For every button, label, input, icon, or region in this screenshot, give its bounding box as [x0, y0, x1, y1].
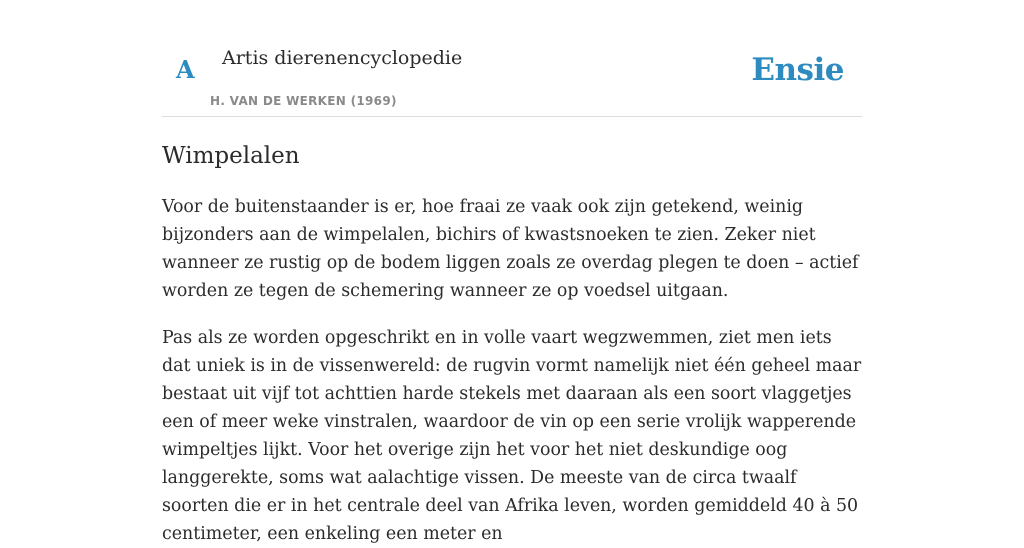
page-container	[162, 0, 862, 548]
book-header	[162, 0, 862, 117]
book-title-link[interactable]: Artis dierenencyclopedie	[222, 47, 463, 69]
ensie-logo[interactable]: Ensie	[751, 52, 844, 88]
book-author: H. VAN DE WERKEN (1969)	[210, 94, 397, 108]
article-paragraph: Voor de buitenstaander is er, hoe fraai ze vaak ook zijn getekend, weinig bijzonders aan de wimpelalen, bichirs of kwastsnoeken te zien. Zeker niet wanneer ze rustig op de bodem liggen zoals ze overdag plegen te doen – actief worden ze tegen de schemering wanneer ze op voedsel uitgaan.	[162, 197, 859, 301]
article-title: Wimpelalen	[162, 143, 300, 169]
article-body	[162, 193, 862, 548]
article-paragraph: Pas als ze worden opgeschrikt en in volle vaart wegzwemmen, ziet men iets dat uniek is in de vissenwereld: de rugvin vormt namelijk niet één geheel maar bestaat uit vijf tot achttien harde stekels met daaraan als een soort vlaggetjes een of meer weke vinstralen, waardoor de vin op een serie vrolijk wapperende wimpeltjes lijkt. Voor het overige zijn het voor het niet deskundige oog langgerekte, soms wat aalachtige vissen. De meeste van de circa twaalf soorten die er in het centrale deel van Afrika leven, worden gemiddeld 40 à 50 centimeter, een enkeling een meter en	[162, 328, 862, 544]
book-letter-icon[interactable]: A	[176, 55, 195, 84]
